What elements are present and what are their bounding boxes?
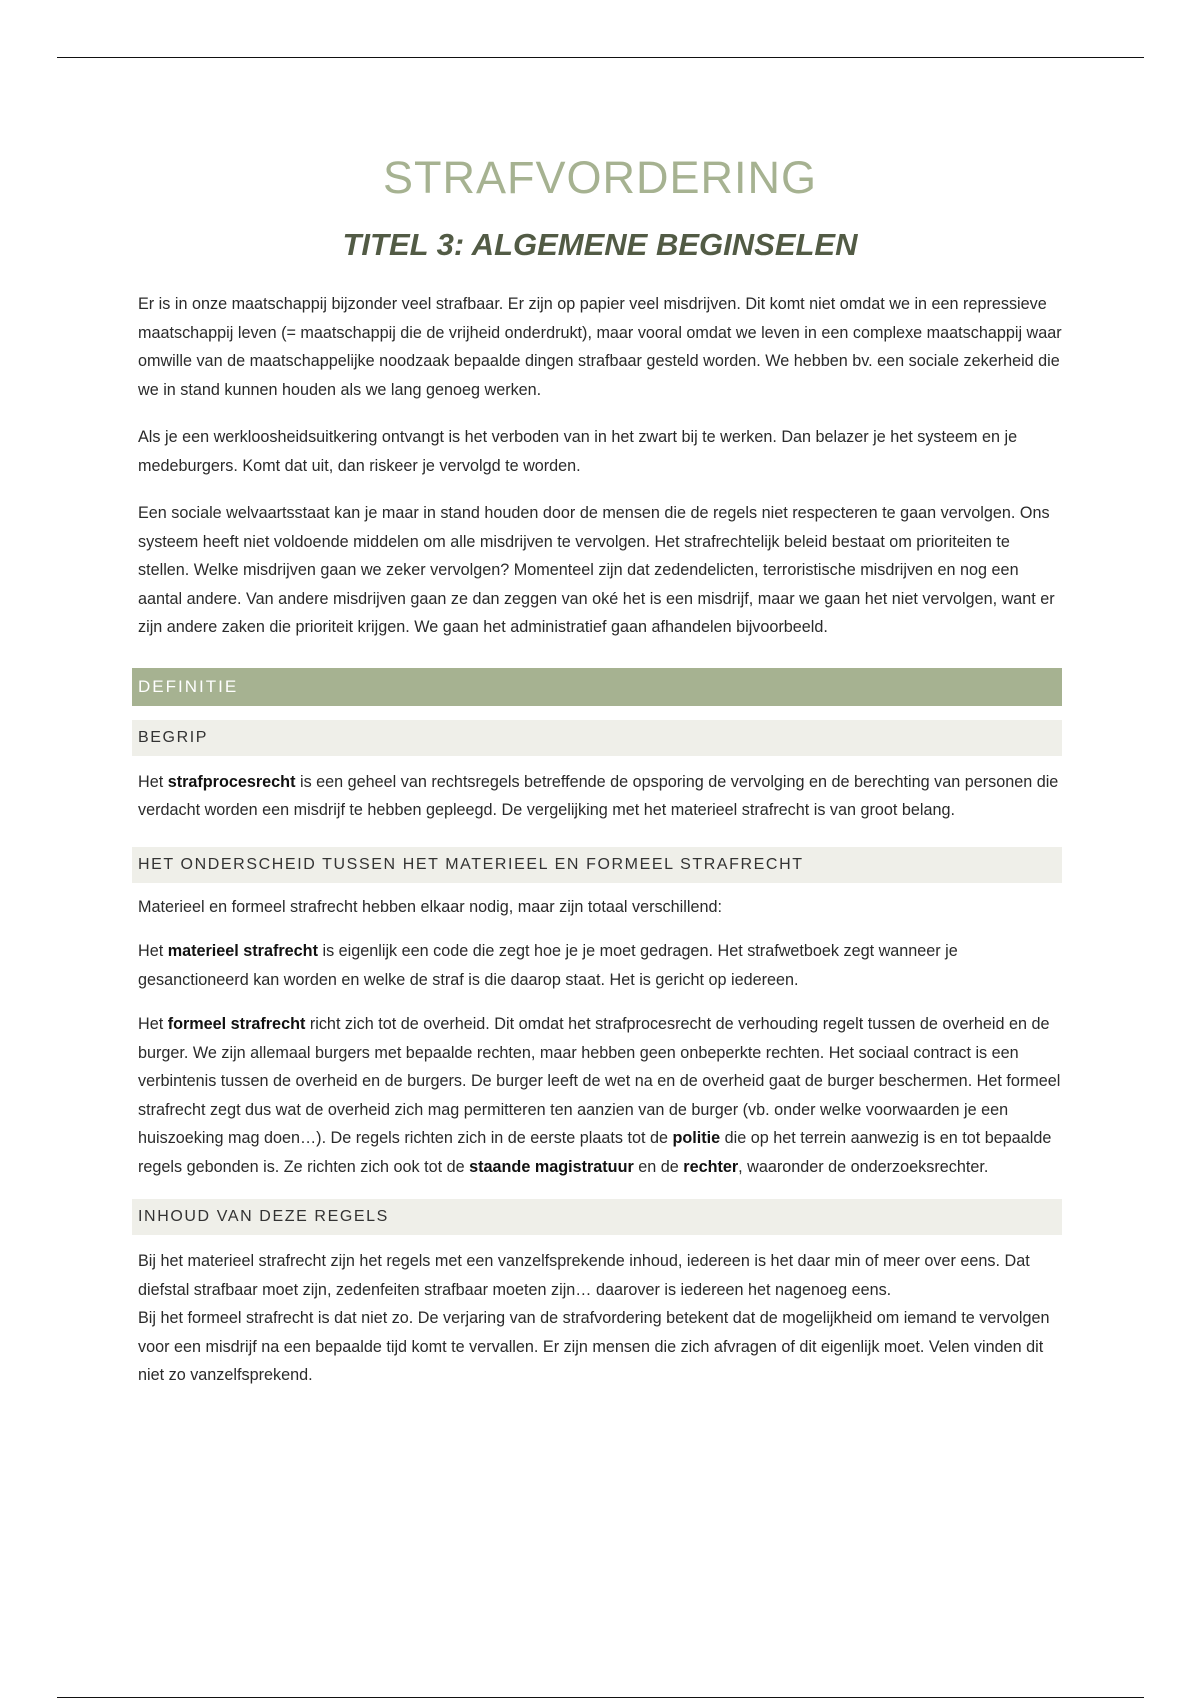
section-heading-definitie: DEFINITIE	[132, 668, 1062, 706]
document-body	[138, 140, 1062, 1390]
subsection-heading-onderscheid: HET ONDERSCHEID TUSSEN HET MATERIEEL EN FORMEEL STRAFRECHT	[132, 847, 1062, 883]
term-staande-magistratuur: staande magistratuur	[469, 1157, 634, 1176]
inhoud-paragraph-2: Bij het formeel strafrecht is dat niet zo. De verjaring van de strafvordering betekent dat de mogelijkheid om iemand te vervolgen voor een misdrijf na een bepaalde tijd komt te vervallen. Er zijn mensen die zich afvragen of dit eigenlijk moet. Velen vinden dit niet zo vanzelfsprekend.	[138, 1309, 1050, 1384]
term-rechter: rechter	[683, 1157, 739, 1176]
intro-paragraph-1: Er is in onze maatschappij bijzonder veel strafbaar. Er zijn op papier veel misdrijven. Dit komt niet omdat we in een repressieve maatschappij leven (= maatschappij die de vrijheid onderdrukt), maar vooral omdat we leven in een complexe maatschappij waar omwille van de maatschappelijke noodzaak bepaalde dingen strafbaar gesteld worden. We hebben bv. een sociale zekerheid die we in stand kunnen houden als we lang genoeg werken.	[138, 295, 1062, 399]
intro-paragraph-2: Als je een werkloosheidsuitkering ontvangt is het verboden van in het zwart bij te werken. Dan belazer je het systeem en je medeburgers. Komt dat uit, dan riskeer je vervolgd te worden.	[138, 428, 1018, 475]
term-formeel-strafrecht: formeel strafrecht	[167, 1015, 306, 1033]
term-strafprocesrecht: strafprocesrecht	[167, 772, 296, 791]
document-title: STRAFVORDERING	[382, 152, 818, 203]
term-materieel-strafrecht: materieel strafrecht	[167, 942, 318, 960]
inhoud-paragraph-1: Bij het materieel strafrecht zijn het regels met een vanzelfsprekende inhoud, iedereen is het daar min of meer over eens. Dat diefstal strafbaar moet zijn, zedenfeiten strafbaar moeten zijn… daarover is iedereen het nagenoeg eens.	[138, 1252, 1030, 1299]
begrip-paragraph: Het strafprocesrecht is een geheel van rechtsregels betreffende de opsporing de vervolging en de berechting van personen die verdacht worden een misdrijf te hebben gepleegd. De vergelijking met het materieel strafrecht is van groot belang.	[138, 772, 1059, 819]
subsection-heading-begrip: BEGRIP	[132, 720, 1062, 756]
intro-paragraph-3: Een sociale welvaartsstaat kan je maar in stand houden door de mensen die de regels niet respecteren te gaan vervolgen. Ons systeem heeft niet voldoende middelen om alle misdrijven te vervolgen. Het strafrechtelijk beleid bestaat om prioriteiten te stellen. Welke misdrijven gaan we zeker vervolgen? Momenteel zijn dat zedendelicten, terroristische misdrijven en nog een aantal andere. Van andere misdrijven gaan ze dan zeggen van oké het is een misdrijf, maar we gaan het niet vervolgen, want er zijn andere zaken die prioriteit krijgen. We gaan het administratief gaan afhandelen bijvoorbeeld.	[138, 504, 1055, 636]
document-subtitle: TITEL 3: ALGEMENE BEGINSELEN	[342, 227, 858, 262]
materieel-paragraph: Het materieel strafrecht is eigenlijk een code die zegt hoe je je moet gedragen. Het strafwetboek zegt wanneer je gesanctioneerd kan worden en welke de straf is die daarop staat. Het is gericht op iedereen.	[138, 942, 958, 989]
term-politie: politie	[672, 1129, 721, 1147]
header-rule	[57, 57, 1144, 58]
subsection-heading-inhoud: INHOUD VAN DEZE REGELS	[132, 1199, 1062, 1235]
formeel-paragraph: Het formeel strafrecht richt zich tot de overheid. Dit omdat het strafprocesrecht de verhouding regelt tussen de overheid en de burger. We zijn allemaal burgers met bepaalde rechten, maar hebben geen onbeperkte rechten. Het sociaal contract is een verbintenis tussen de overheid en de burgers. De burger leeft de wet na en de overheid gaat de burger beschermen. Het formeel strafrecht zegt dus wat de overheid zich mag permitteren ten aanzien van de burger (vb. onder welke voorwaarden je een huiszoeking mag doen…). De regels richten zich in de eerste plaats tot de politie die op het terrein aanwezig is en tot bepaalde regels gebonden is. Ze richten zich ook tot de staande magistratuur en de rechter, waaronder de onderzoeksrechter.	[138, 1015, 1061, 1176]
onderscheid-intro: Materieel en formeel strafrecht hebben elkaar nodig, maar zijn totaal verschillend:	[138, 897, 722, 916]
footer-rule	[57, 1697, 1144, 1698]
